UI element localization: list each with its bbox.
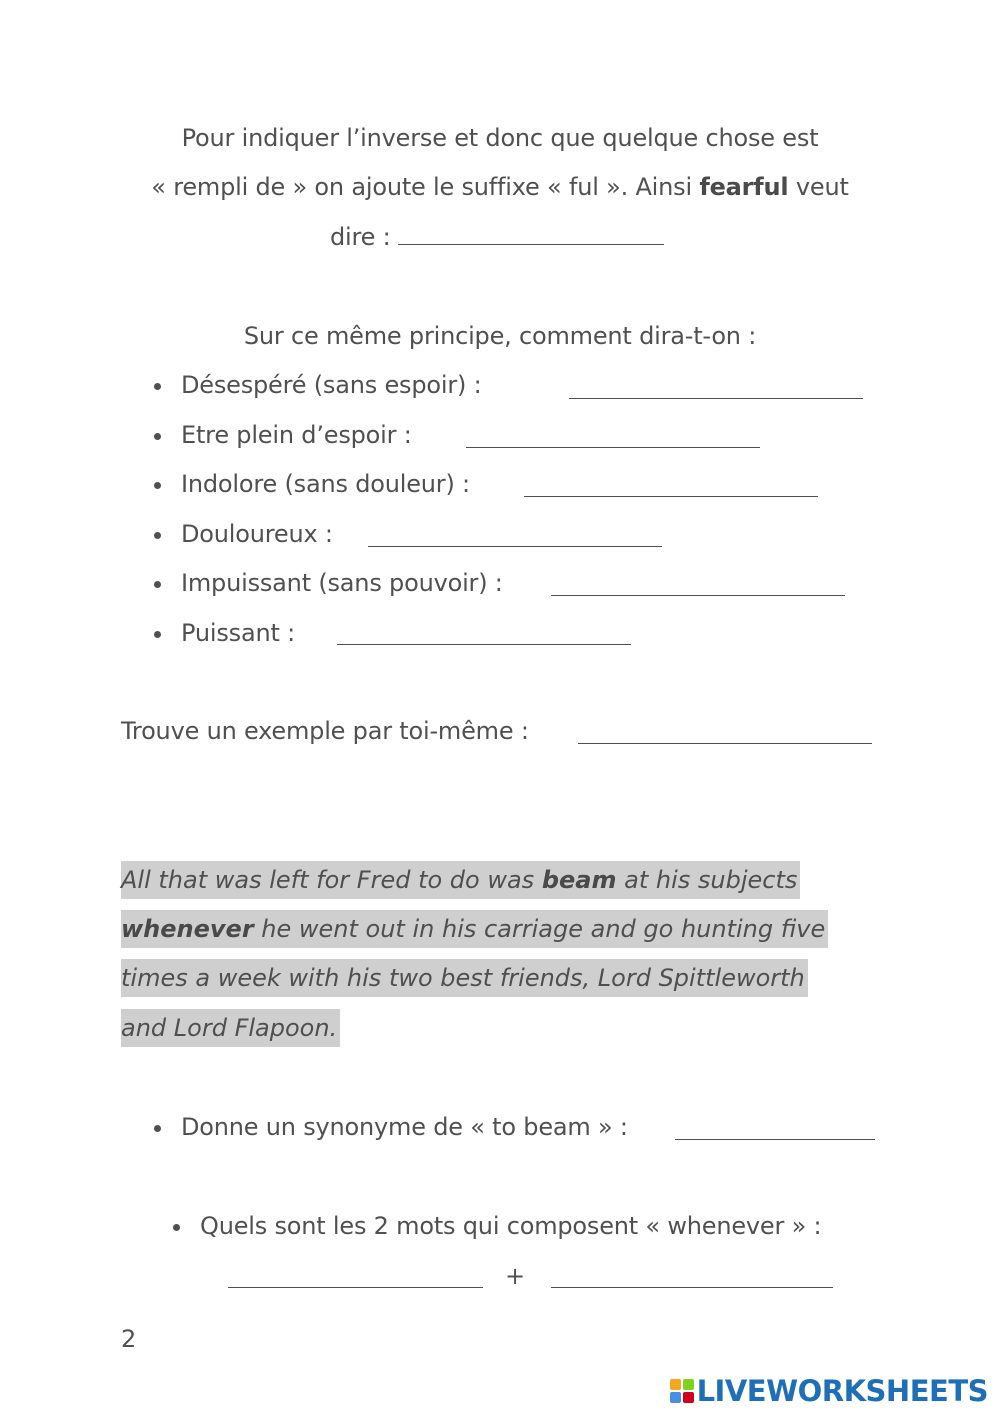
answer-blank-impuissant[interactable] [551,573,845,596]
excerpt-line-1-end: at his subjects [616,866,798,894]
excerpt-line-2 [121,914,828,944]
list-item-indolore: Indolore (sans douleur) : [181,470,470,498]
page-number: 2 [121,1325,137,1353]
synonym-question: Donne un synonyme de « to beam » : [181,1113,628,1141]
excerpt-line-3-text: times a week with his two best friends, Lord Spittleworth [121,959,808,997]
whenever-word-1-blank[interactable] [228,1265,483,1288]
liveworksheets-logo [670,1376,988,1406]
intro-line-3 [330,222,664,252]
whenever-word-2-blank[interactable] [551,1265,833,1288]
excerpt-bold-beam: beam [541,866,617,894]
excerpt-line-1-start: All that was left for Fred to do was [121,866,542,894]
intro-line-2-end: veut [788,173,849,201]
answer-blank-indolore[interactable] [524,474,818,497]
plus-sign: + [505,1262,525,1290]
intro-dire-label: dire : [330,223,391,251]
excerpt-bold-whenever: whenever [121,915,254,943]
bullet [154,631,161,638]
bullet [154,581,161,588]
answer-blank-douloureux[interactable] [368,524,662,547]
brand-name: LIVEWORKSHEETS [696,1374,988,1408]
answer-blank-desespere[interactable] [569,376,863,399]
list-item-desespere: Désespéré (sans espoir) : [181,371,482,399]
bullet [154,383,161,390]
list-item-plein-espoir: Etre plein d’espoir : [181,421,412,449]
live-icon-tile [670,1379,681,1390]
excerpt-line-2-end: he went out in his carriage and go hunting five [253,915,826,943]
bullet [154,532,161,539]
intro-line-2 [0,172,1000,202]
intro-line-2-start: « rempli de » on ajoute le suffixe « ful ». Ainsi [151,173,700,201]
intro-bold-fearful: fearful [699,173,789,201]
bullet [173,1224,180,1231]
excerpt-line-3 [121,963,808,993]
intro-line-1: Pour indiquer l’inverse et donc que quelque chose est [181,124,819,152]
answer-blank-puissant[interactable] [337,622,631,645]
bullet [154,1125,161,1132]
list-item-impuissant: Impuissant (sans pouvoir) : [181,569,503,597]
excerpt-line-4-text: and Lord Flapoon. [121,1009,340,1047]
list-item-puissant: Puissant : [181,619,295,647]
list-item-douloureux: Douloureux : [181,520,333,548]
live-icon-tile [683,1392,694,1403]
excerpt-line-4 [121,1013,340,1043]
live-icon-tile [683,1379,694,1390]
answer-blank-plein-espoir[interactable] [466,425,760,448]
fearful-answer-blank[interactable] [398,222,664,245]
own-example-blank[interactable] [578,721,872,744]
bullet [154,482,161,489]
live-icon [670,1379,694,1403]
whenever-question: Quels sont les 2 mots qui composent « whenever » : [200,1212,822,1240]
principle-question: Sur ce même principe, comment dira-t-on : [243,322,757,350]
synonym-answer-blank[interactable] [675,1117,875,1140]
own-example-label: Trouve un exemple par toi-même : [121,717,529,745]
live-icon-tile [670,1392,681,1403]
bullet [154,433,161,440]
excerpt-line-1 [121,865,800,895]
